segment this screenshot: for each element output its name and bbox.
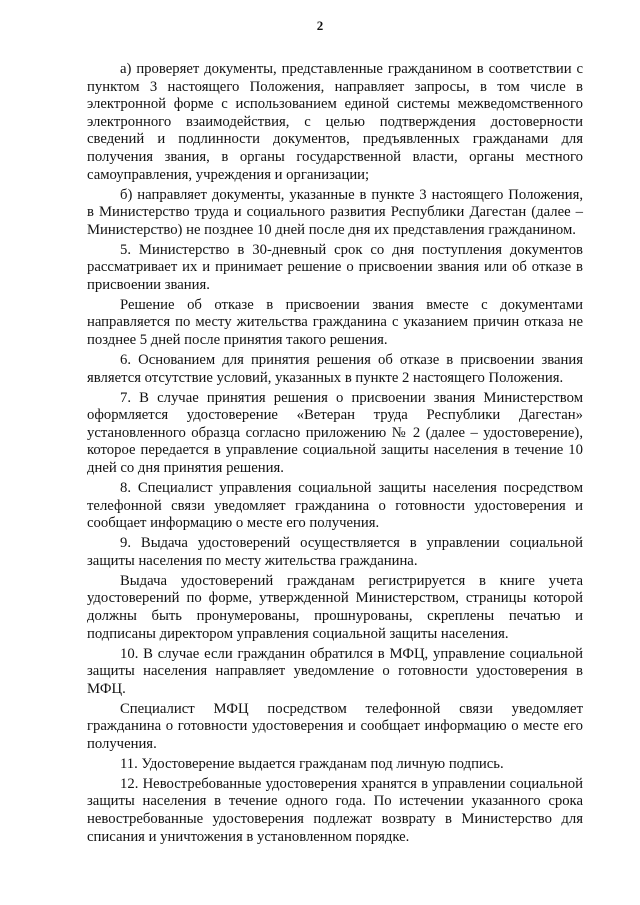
paragraph-10-mfc: Специалист МФЦ посредством телефонной связи уведомляет гражданина о готовности удостоверения и сообщает информацию о месте его получения. bbox=[87, 700, 583, 752]
document-body bbox=[87, 61, 583, 849]
paragraph-11: 11. Удостоверение выдается гражданам под личную подпись. bbox=[120, 755, 504, 772]
paragraph-4a: а) проверяет документы, представленные гражданином в соответствии с пунктом 3 настоящего Положения, направляет запросы, в том числе в электронной форме с использованием единой системы межведомственного электронного взаимодействия, с целью подтверждения достоверности сведений и подлинности документов, предъявленных гражданами для получения звания, в органы государственной власти, органы местного самоуправления, учреждения и организации; bbox=[87, 61, 583, 183]
paragraph-8: 8. Специалист управления социальной защиты населения посредством телефонной связи уведомляет гражданина о готовности удостоверения и сообщает информацию о месте его получения. bbox=[87, 480, 583, 532]
paragraph-7: 7. В случае принятия решения о присвоении звания Министерством оформляется удостоверение «Ветеран труда Республики Дагестан» установленного образца согласно приложению № 2 (далее – удостоверение), которое передается в управление социальной защиты населения в течение 10 дней со дня принятия решения. bbox=[87, 389, 583, 477]
paragraph-10: 10. В случае если гражданин обратился в МФЦ, управление социальной защиты населения направляет уведомление о готовности удостоверения в МФЦ. bbox=[87, 645, 583, 697]
paragraph-4b: б) направляет документы, указанные в пункте 3 настоящего Положения, в Министерство труда и социального развития Республики Дагестан (далее – Министерство) не позднее 10 дней после дня их представления гражданином. bbox=[87, 186, 583, 238]
page-number: 2 bbox=[316, 18, 324, 33]
paragraph-12: 12. Невостребованные удостоверения хранятся в управлении социальной защиты населения в течение одного года. По истечении указанного срока невостребованные удостоверения подлежат возврату в Министерство для списания и уничтожения в установленном порядке. bbox=[87, 775, 583, 845]
paragraph-6: 6. Основанием для принятия решения об отказе в присвоении звания является отсутствие условий, указанных в пункте 2 настоящего Положения. bbox=[87, 352, 583, 386]
paragraph-9-registry: Выдача удостоверений гражданам регистрируется в книге учета удостоверений по форме, утвержденной Министерством, страницы которой должны быть пронумерованы, прошнурованы, скреплены печатью и подписаны директором управления социальной защиты населения. bbox=[87, 572, 583, 642]
paragraph-5: 5. Министерство в 30-дневный срок со дня поступления документов рассматривает их и принимает решение о присвоении звания или об отказе в присвоении звания. bbox=[87, 241, 583, 293]
paragraph-9: 9. Выдача удостоверений осуществляется в управлении социальной защиты населения по месту жительства гражданина. bbox=[87, 535, 583, 569]
paragraph-5-refusal: Решение об отказе в присвоении звания вместе с документами направляется по месту жительства гражданина с указанием причин отказа не позднее 5 дней после принятия такого решения. bbox=[87, 296, 583, 349]
